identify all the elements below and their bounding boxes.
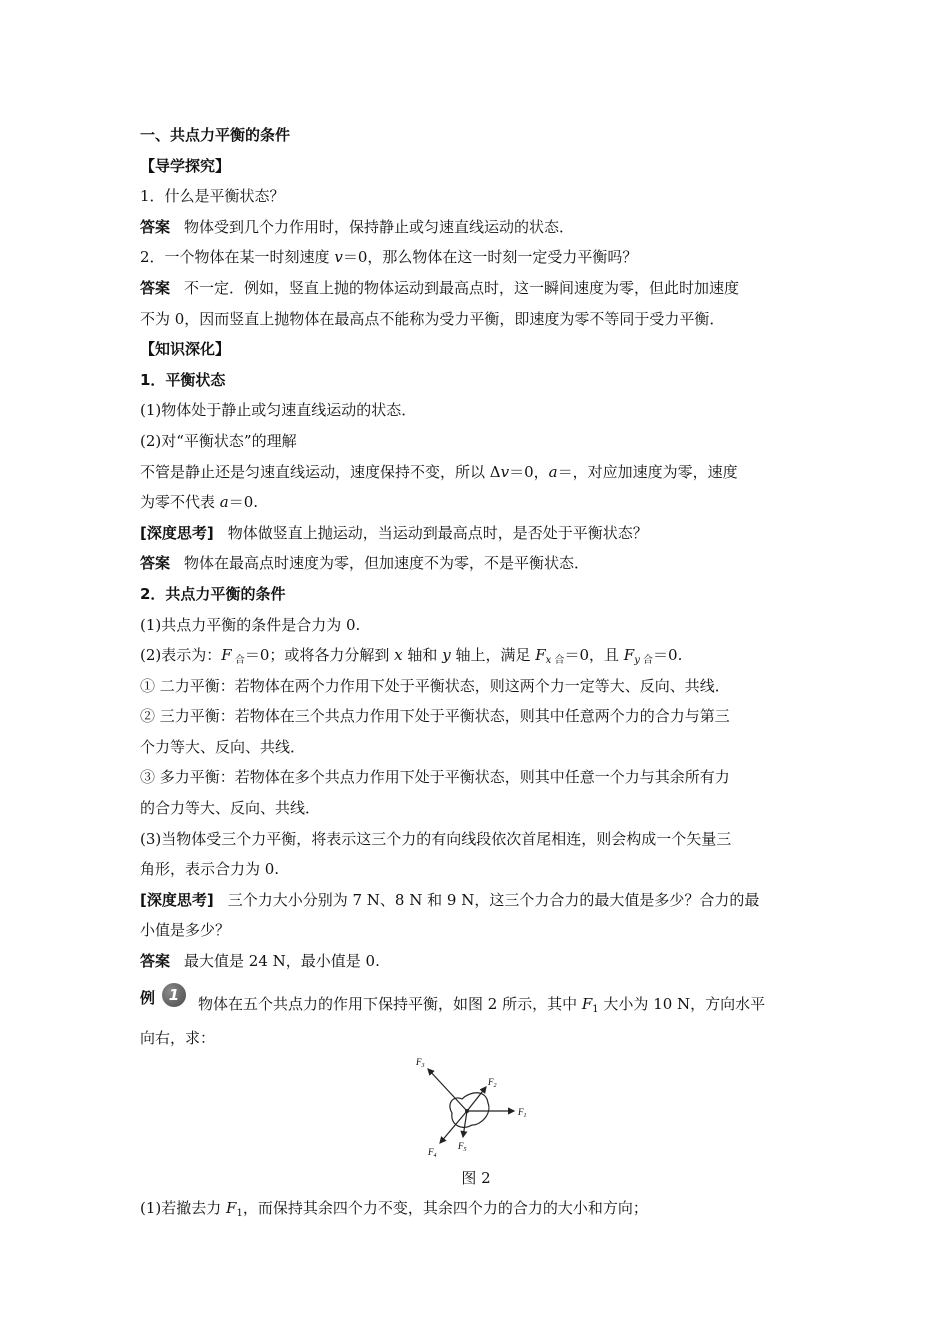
- object-body: [450, 1093, 489, 1128]
- answer-label: 答案: [140, 217, 171, 236]
- label-f2: $F_2$: [488, 1077, 497, 1090]
- question-1: 1．什么是平衡状态？: [140, 187, 285, 206]
- deep-thinking-label: [深度思考]: [140, 523, 214, 542]
- answer-1: 答案 物体受到几个力作用时，保持静止或匀速直线运动的状态．: [140, 217, 575, 236]
- deep-thinking-2: [深度思考] 三个力大小分别为 7 N、8 N 和 9 N，这三个力合力的最大值是多少？合力的最: [140, 890, 760, 909]
- paragraph: (2)对“平衡状态”的理解: [140, 431, 297, 450]
- deep-thinking-2-cont: 小值是多少？: [140, 921, 231, 940]
- label-f3: $F_3$: [416, 1057, 425, 1070]
- force-diagram: [140, 1055, 812, 1159]
- three-force-balance-cont: 个力等大、反向、共线．: [140, 737, 306, 756]
- deep-thinking-1-answer: 答案 物体在最高点时速度为零，但加速度不为零，不是平衡状态．: [140, 554, 590, 573]
- two-force-balance: ① 二力平衡：若物体在两个力作用下处于平衡状态，则这两个力一定等大、反向、共线．: [140, 676, 730, 695]
- answer-2-cont: 不为 0，因而竖直上抛物体在最高点不能称为受力平衡，即速度为零不等同于受力平衡．: [140, 309, 725, 328]
- example-number-badge: 1: [162, 983, 186, 1007]
- force-arrow-f3: [428, 1069, 467, 1111]
- example-label: 例: [140, 988, 156, 1007]
- paragraph: 不管是静止还是匀速直线运动，速度保持不变，所以 Δv＝0，a＝，对应加速度为零，速度: [140, 462, 738, 481]
- document-page: [140, 120, 812, 1224]
- paragraph: 为零不代表 a＝0.: [140, 493, 259, 512]
- multi-force-balance: ③ 多力平衡：若物体在多个共点力作用下处于平衡状态，则其中任意一个力与其余所有力: [140, 768, 730, 787]
- answer-2: 答案 不一定．例如，竖直上抛的物体运动到最高点时，这一瞬间速度为零，但此时加速度: [140, 278, 740, 297]
- answer-label: 答案: [140, 554, 171, 573]
- figure-caption: 图 2: [461, 1169, 491, 1188]
- label-f1: $F_1$: [518, 1107, 527, 1120]
- heading-equilibrium-condition: 2．共点力平衡的条件: [140, 584, 286, 603]
- question-2: 2．一个物体在某一时刻速度 v＝0，那么物体在这一时刻一定受力平衡吗？: [140, 248, 638, 267]
- force-arrow-f2: [467, 1087, 486, 1111]
- example-text-cont: 向右，求：: [140, 1028, 216, 1047]
- example-text: 物体在五个共点力的作用下保持平衡，如图 2 所示，其中 $F_1$ 大小为 10 N，方向水平: [198, 994, 766, 1015]
- deep-thinking-label: [深度思考]: [140, 890, 214, 909]
- heading-balance-state: 1．平衡状态: [140, 370, 226, 389]
- multi-force-balance-cont: 的合力等大、反向、共线．: [140, 799, 321, 818]
- deep-thinking-2-answer: 答案 最大值是 24 N，最小值是 0.: [140, 952, 380, 971]
- deep-thinking-1: [深度思考] 物体做竖直上抛运动，当运动到最高点时，是否处于平衡状态？: [140, 523, 648, 542]
- force-origin: [465, 1109, 469, 1113]
- label-f5: $F_5$: [458, 1141, 467, 1154]
- paragraph-formula: (2)表示为：F $_合$＝0；或将各力分解到 x 轴和 y 轴上，满足 $F_{x 合}=0$，且 $F_{y 合}=0$.: [140, 646, 683, 667]
- vector-triangle-cont: 角形，表示合力为 0.: [140, 860, 280, 879]
- paragraph: (1)共点力平衡的条件是合力为 0.: [140, 615, 361, 634]
- example-question-1: (1)若撤去力 $F_1$，而保持其余四个力不变，其余四个力的合力的大小和方向；: [140, 1199, 648, 1220]
- answer-label: 答案: [140, 952, 171, 971]
- label-f4: $F_4$: [428, 1147, 437, 1160]
- guide-header: 【导学探究】: [140, 156, 231, 175]
- three-force-balance: ② 三力平衡：若物体在三个共点力作用下处于平衡状态，则其中任意两个力的合力与第三: [140, 707, 730, 726]
- force-diagram-svg: [410, 1055, 540, 1159]
- paragraph: (1)物体处于静止或匀速直线运动的状态．: [140, 401, 417, 420]
- section-title: 一、共点力平衡的条件: [140, 126, 291, 144]
- example-row: [140, 985, 812, 1023]
- answer-label: 答案: [140, 278, 171, 297]
- knowledge-header: 【知识深化】: [140, 340, 231, 359]
- vector-triangle: (3)当物体受三个力平衡，将表示这三个力的有向线段依次首尾相连，则会构成一个矢量三: [140, 829, 732, 848]
